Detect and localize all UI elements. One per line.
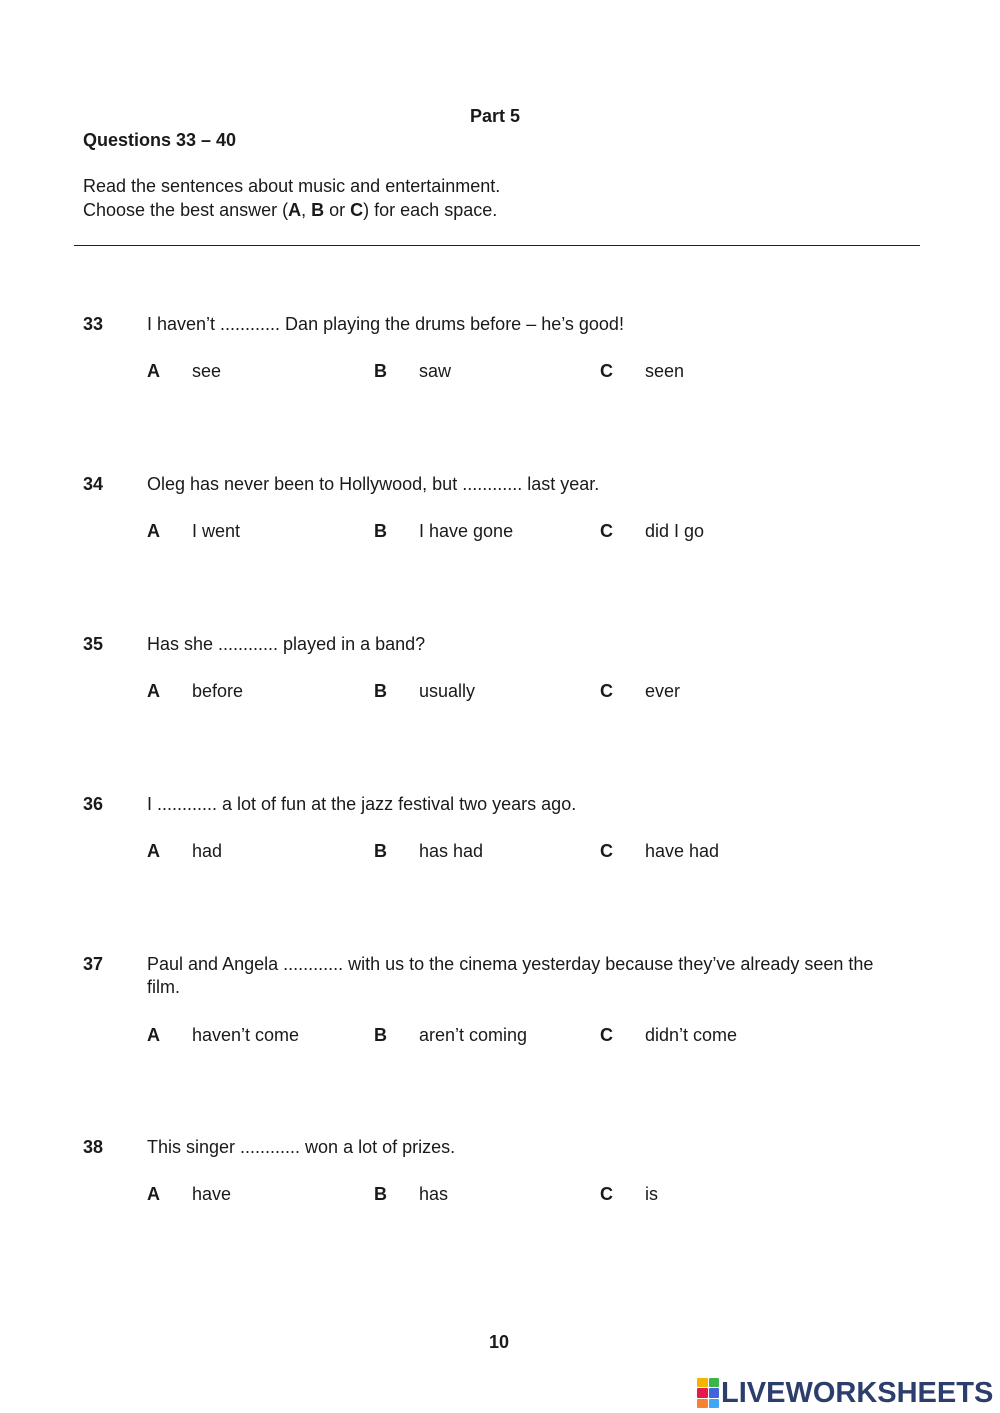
option-letter[interactable]: C (600, 521, 613, 541)
option-text[interactable]: usually (419, 681, 476, 701)
question-number: 34 (83, 474, 104, 494)
question-text: Has she ............ played in a band? (147, 634, 426, 654)
option-text[interactable]: saw (419, 361, 452, 381)
divider (74, 245, 920, 246)
option-letter[interactable]: A (147, 841, 160, 861)
option-letter[interactable]: A (147, 361, 160, 381)
page-number: 10 (488, 1332, 510, 1352)
question-number: 33 (83, 314, 104, 334)
liveworksheets-logo[interactable] (697, 1376, 993, 1410)
option-letter[interactable]: C (600, 841, 613, 861)
option-text[interactable]: did I go (645, 521, 705, 541)
option-text[interactable]: aren’t coming (419, 1025, 528, 1045)
question-text: This singer ............ won a lot of prizes. (147, 1137, 456, 1157)
option-text[interactable]: didn’t come (645, 1025, 738, 1045)
question-number: 37 (83, 954, 104, 974)
option-text[interactable]: is (645, 1184, 658, 1204)
question-text: Oleg has never been to Hollywood, but ............ last year. (147, 474, 600, 494)
logo-text: LIVEWORKSHEETS (721, 1377, 994, 1409)
option-letter[interactable]: B (374, 681, 387, 701)
option-text[interactable]: have (192, 1184, 232, 1204)
option-letter[interactable]: A (147, 521, 160, 541)
question-text: Paul and Angela ............ with us to the cinema yesterday because they’ve already seen the film. (147, 954, 874, 997)
option-letter[interactable]: C (600, 1184, 613, 1204)
option-text[interactable]: seen (645, 361, 685, 381)
option-letter[interactable]: C (600, 681, 613, 701)
option-text[interactable]: have had (645, 841, 720, 861)
option-text[interactable]: I have gone (419, 521, 514, 541)
question-number: 38 (83, 1137, 104, 1157)
option-letter[interactable]: C (600, 1025, 613, 1045)
option-text[interactable]: ever (645, 681, 681, 701)
option-letter[interactable]: B (374, 841, 387, 861)
option-letter[interactable]: B (374, 361, 387, 381)
option-text[interactable]: see (192, 361, 222, 381)
option-letter[interactable]: B (374, 521, 387, 541)
option-text[interactable]: has (419, 1184, 449, 1204)
option-text[interactable]: haven’t come (192, 1025, 300, 1045)
option-text[interactable]: has had (419, 841, 484, 861)
question-text: I ............ a lot of fun at the jazz festival two years ago. (147, 794, 577, 814)
option-letter[interactable]: B (374, 1184, 387, 1204)
option-text[interactable]: had (192, 841, 223, 861)
instruction-line-1: Read the sentences about music and entertainment. (83, 176, 501, 196)
questions-range: Questions 33 – 40 (83, 130, 237, 150)
question-text: I haven’t ............ Dan playing the drums before – he’s good! (147, 314, 624, 334)
question-number: 36 (83, 794, 104, 814)
option-letter[interactable]: A (147, 1025, 160, 1045)
question-number: 35 (83, 634, 104, 654)
option-text[interactable]: I went (192, 521, 241, 541)
option-letter[interactable]: A (147, 1184, 160, 1204)
option-letter[interactable]: C (600, 361, 613, 381)
part-title: Part 5 (469, 106, 521, 126)
option-letter[interactable]: A (147, 681, 160, 701)
option-text[interactable]: before (192, 681, 244, 701)
liveworksheets-icon (697, 1378, 719, 1408)
option-letter[interactable]: B (374, 1025, 387, 1045)
instruction-line-2: Choose the best answer (A, B or C) for each space. (83, 200, 498, 220)
